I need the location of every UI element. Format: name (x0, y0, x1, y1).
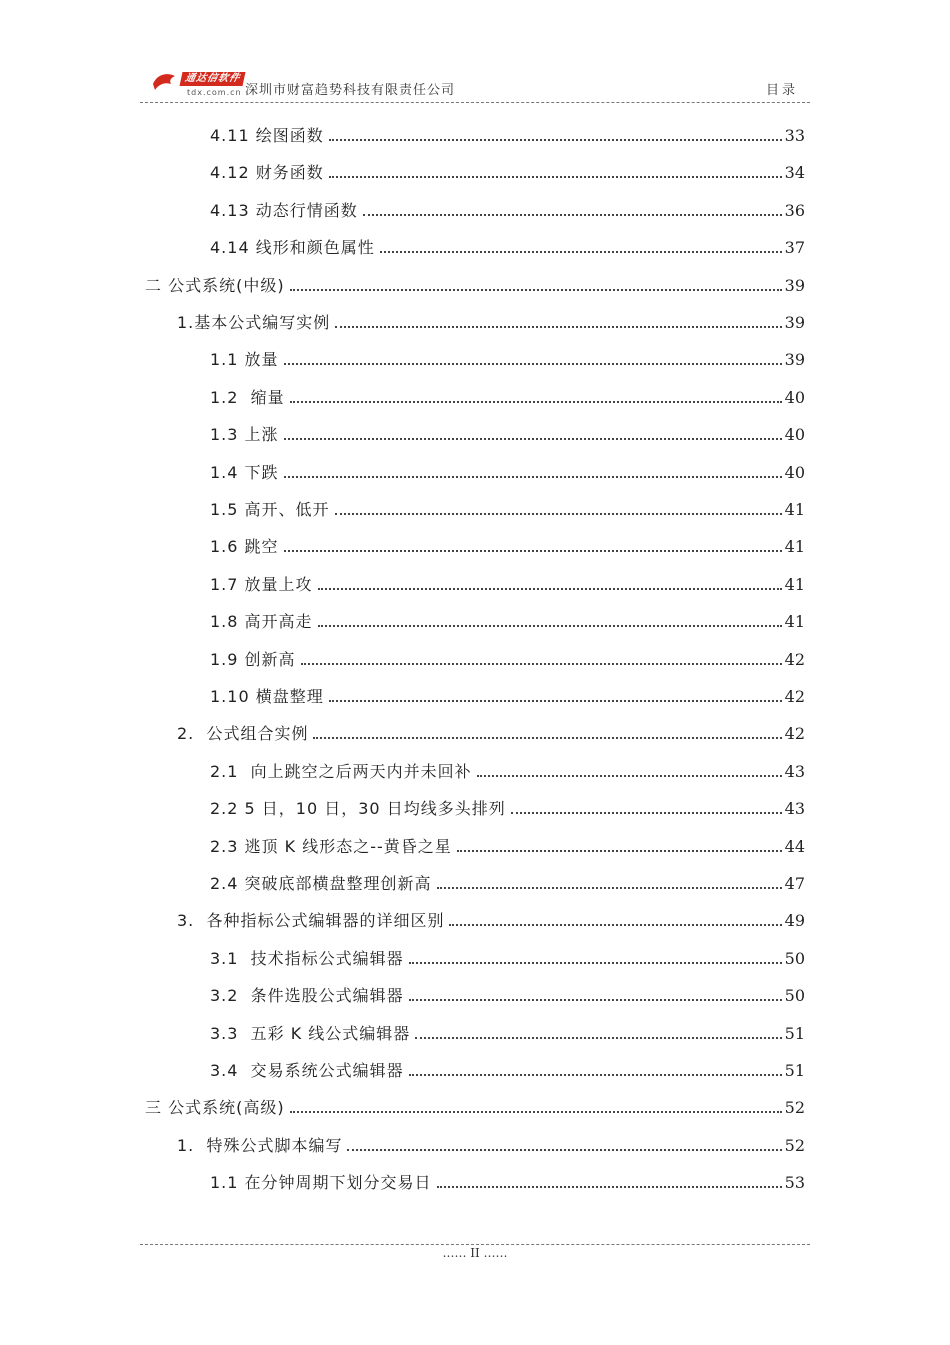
toc-entry-title: 3.2 条件选股公式编辑器 (210, 986, 404, 1006)
page-number: …… II …… (442, 1246, 508, 1260)
toc-entry-title: 3.1 技术指标公式编辑器 (210, 948, 404, 968)
toc-entry-title: 2. 公式组合实例 (177, 724, 309, 744)
toc-entry[interactable] (210, 228, 805, 258)
toc-entry[interactable] (210, 565, 805, 595)
toc-entry[interactable] (210, 602, 805, 632)
toc-entry-page: 42 (784, 649, 805, 669)
toc-entry-page: 36 (784, 200, 805, 220)
toc-entry-page: 34 (784, 163, 805, 183)
toc-entry[interactable] (210, 789, 805, 819)
toc-leader-dots (409, 962, 782, 964)
toc-entry[interactable] (210, 415, 805, 445)
toc-entry-page: 40 (784, 387, 805, 407)
toc-entry-title: 3. 各种指标公式编辑器的详细区别 (177, 911, 445, 931)
logo-url: tdx.com.cn (187, 88, 242, 97)
toc-leader-dots (415, 1037, 781, 1039)
toc-leader-dots (335, 326, 781, 328)
toc-leader-dots (284, 438, 782, 440)
toc-leader-dots (290, 289, 782, 291)
toc-entry-page: 37 (784, 238, 805, 258)
toc-entry-title: 2.4 突破底部横盘整理创新高 (210, 874, 432, 893)
toc-entry[interactable] (210, 116, 805, 146)
toc-entry-page: 43 (784, 799, 805, 819)
toc-entry-page: 41 (784, 537, 805, 557)
toc-entry-page: 41 (784, 612, 805, 632)
toc-entry[interactable] (210, 153, 805, 183)
section-name: 目录 (765, 83, 798, 98)
footer-divider (140, 1244, 810, 1245)
toc-entry-page: 51 (784, 1023, 805, 1043)
toc-leader-dots (457, 850, 782, 852)
toc-leader-dots (449, 924, 781, 926)
toc-entry-page: 43 (784, 761, 805, 781)
toc-entry-page: 39 (784, 275, 805, 295)
toc-entry-page: 50 (784, 948, 805, 968)
toc-entry[interactable] (210, 527, 805, 557)
toc-leader-dots (329, 176, 782, 178)
toc-entry-page: 52 (784, 1135, 805, 1155)
toc-leader-dots (318, 588, 782, 590)
toc-leader-dots (363, 214, 782, 216)
toc-entry-page: 50 (784, 986, 805, 1006)
toc-leader-dots (290, 1111, 782, 1113)
toc-leader-dots (409, 1074, 782, 1076)
toc-leader-dots (290, 401, 782, 403)
toc-leader-dots (329, 139, 782, 141)
toc-entry[interactable] (210, 640, 805, 670)
toc-entry[interactable] (210, 191, 805, 221)
toc-entry-page: 49 (784, 911, 805, 931)
toc-entry[interactable] (145, 266, 805, 296)
toc-entry-page: 52 (784, 1098, 805, 1118)
toc-leader-dots (437, 1186, 782, 1188)
toc-leader-dots (335, 513, 782, 515)
toc-entry-title: 2.2 5 日，10 日，30 日均线多头排列 (210, 799, 506, 819)
toc-entry-title: 1.1 放量 (210, 350, 279, 370)
toc-entry[interactable] (210, 1014, 805, 1044)
toc-leader-dots (284, 476, 782, 478)
toc-entry-page: 41 (784, 574, 805, 594)
toc-leader-dots (409, 999, 782, 1001)
toc-entry-page: 42 (784, 724, 805, 744)
toc-entry-title: 1.基本公式编写实例 (177, 313, 331, 332)
toc-entry[interactable] (210, 340, 805, 370)
toc-entry-title: 1.1 在分钟周期下划分交易日 (210, 1173, 432, 1193)
toc-entry-page: 41 (784, 500, 805, 519)
toc-leader-dots (380, 251, 782, 253)
toc-entry[interactable] (210, 864, 805, 894)
toc-entry-title: 1.3 上涨 (210, 425, 279, 445)
toc-entry[interactable] (210, 1051, 805, 1081)
page-header (145, 60, 810, 106)
toc-entry-title: 1.5 高开、低开 (210, 500, 330, 519)
toc-entry-title: 4.12 财务函数 (210, 163, 324, 183)
toc-leader-dots (477, 775, 782, 777)
toc-entry[interactable] (210, 939, 805, 969)
toc-leader-dots (284, 550, 782, 552)
toc-entry[interactable] (177, 1126, 805, 1156)
toc-entry-page: 39 (784, 350, 805, 370)
toc-entry[interactable] (210, 827, 805, 857)
logo-text: 通达信软件 (180, 72, 246, 86)
toc-entry-title: 4.14 线形和颜色属性 (210, 238, 375, 258)
toc-entry-title: 二 公式系统(中级) (145, 275, 285, 295)
toc-entry[interactable] (210, 752, 805, 782)
toc-leader-dots (347, 1149, 781, 1151)
toc-entry-page: 51 (784, 1061, 805, 1080)
toc-entry-title: 1.8 高开高走 (210, 612, 313, 632)
toc-entry-title: 4.13 动态行情函数 (210, 200, 358, 220)
toc-entry[interactable] (210, 490, 805, 520)
toc-entry-page: 40 (784, 462, 805, 482)
toc-entry-page: 53 (784, 1173, 805, 1193)
toc-entry-title: 4.11 绘图函数 (210, 126, 324, 145)
toc-leader-dots (511, 812, 782, 814)
toc-entry[interactable] (145, 1088, 805, 1118)
toc-entry[interactable] (177, 714, 805, 744)
toc-entry-page: 39 (784, 313, 805, 332)
toc-entry-title: 1.4 下跌 (210, 462, 279, 482)
toc-entry-page: 40 (784, 425, 805, 445)
toc-entry-page: 42 (784, 687, 805, 706)
toc-entry[interactable] (210, 976, 805, 1006)
toc-entry-title: 1.9 创新高 (210, 649, 296, 669)
toc-leader-dots (313, 737, 781, 739)
toc-entry[interactable] (177, 303, 805, 333)
toc-entry-title: 三 公式系统(高级) (145, 1098, 285, 1118)
toc-entry[interactable] (177, 901, 805, 931)
toc-leader-dots (301, 663, 782, 665)
toc-entry[interactable] (210, 453, 805, 483)
toc-entry-title: 1.2 缩量 (210, 387, 285, 407)
toc-entry[interactable] (210, 1163, 805, 1193)
toc-entry[interactable] (210, 677, 805, 707)
toc-leader-dots (284, 363, 782, 365)
toc-entry-title: 1. 特殊公式脚本编写 (177, 1135, 343, 1155)
toc-leader-dots (437, 887, 782, 889)
toc-leader-dots (318, 625, 782, 627)
toc-entry[interactable] (210, 378, 805, 408)
company-name: 深圳市财富趋势科技有限责任公司 (245, 83, 456, 98)
toc-entry-title: 1.6 跳空 (210, 537, 279, 557)
header-divider (140, 102, 810, 103)
toc-entry-title: 1.10 横盘整理 (210, 687, 324, 706)
toc-entry-page: 47 (784, 874, 805, 893)
toc-entry-title: 2.3 逃顶 K 线形态之--黄昏之星 (210, 836, 452, 856)
toc-entry-page: 44 (784, 836, 805, 856)
toc-entry-title: 3.3 五彩 K 线公式编辑器 (210, 1023, 411, 1043)
toc-entry-page: 33 (784, 126, 805, 145)
toc-entry-title: 3.4 交易系统公式编辑器 (210, 1061, 404, 1080)
toc-entry-title: 2.1 向上跳空之后两天内并未回补 (210, 761, 472, 781)
toc-entry-title: 1.7 放量上攻 (210, 574, 313, 594)
toc-leader-dots (329, 700, 782, 702)
